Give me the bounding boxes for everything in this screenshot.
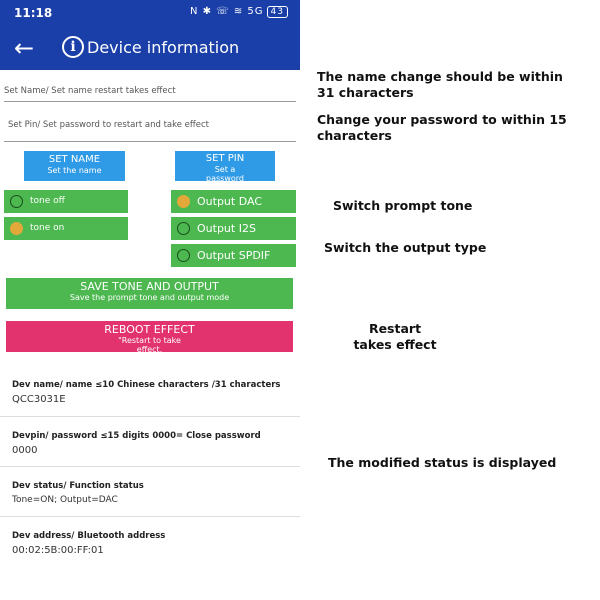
back-arrow-icon[interactable]: ← bbox=[13, 34, 35, 62]
annotation-tone: Switch prompt tone bbox=[333, 198, 473, 213]
annotation-restart: Restart takes effect bbox=[353, 321, 437, 352]
info-row-status bbox=[0, 467, 300, 517]
reboot-label: REBOOT EFFECT bbox=[104, 323, 195, 336]
save-label: SAVE TONE AND OUTPUT bbox=[80, 280, 219, 293]
annotation-output: Switch the output type bbox=[324, 240, 487, 255]
annotation-status: The modified status is displayed bbox=[328, 455, 557, 470]
tone-off-option[interactable] bbox=[4, 190, 128, 213]
radio-unchecked-icon bbox=[177, 249, 190, 262]
set-pin-button[interactable] bbox=[175, 151, 275, 181]
info-icon: i bbox=[62, 36, 84, 58]
radio-unchecked-icon bbox=[177, 222, 190, 235]
radio-unchecked-icon bbox=[10, 195, 23, 208]
status-bar bbox=[0, 0, 300, 28]
output-dac-option[interactable] bbox=[171, 190, 296, 213]
output-dac-label: Output DAC bbox=[197, 195, 262, 208]
output-spdif-label: Output SPDIF bbox=[197, 249, 271, 262]
set-pin-label: SET PIN bbox=[205, 153, 245, 164]
annotation-name: The name change should be within 31 characters bbox=[317, 69, 563, 100]
radio-checked-icon bbox=[10, 222, 23, 235]
pin-input[interactable]: Set Pin/ Set password to restart and take effect bbox=[4, 120, 296, 142]
save-tone-output-button[interactable] bbox=[6, 278, 293, 309]
save-subtitle: Save the prompt tone and output mode bbox=[69, 293, 230, 302]
info-row-name bbox=[0, 366, 300, 417]
info-row-pin bbox=[0, 417, 300, 467]
set-name-label: SET NAME bbox=[48, 154, 101, 165]
status-indicator-icons: N ✱ ☏ ≋ 5G bbox=[189, 6, 264, 17]
info-value: QCC3031E bbox=[12, 394, 66, 405]
tone-on-label: tone on bbox=[30, 223, 65, 233]
tone-on-option[interactable] bbox=[4, 217, 128, 240]
status-time: 11:18 bbox=[14, 6, 53, 20]
battery-icon: 43 bbox=[267, 6, 288, 18]
name-input[interactable]: Set Name/ Set name restart takes effect bbox=[4, 86, 296, 102]
info-label: Dev status/ Function status bbox=[12, 481, 144, 491]
reboot-effect-button[interactable] bbox=[6, 321, 293, 352]
output-spdif-option[interactable] bbox=[171, 244, 296, 267]
set-name-button[interactable] bbox=[24, 151, 125, 181]
info-value: Tone=ON; Output=DAC bbox=[12, 495, 118, 505]
info-label: Dev address/ Bluetooth address bbox=[12, 531, 166, 541]
set-name-subtitle: Set the name bbox=[47, 166, 102, 175]
set-pin-subtitle: Set a password bbox=[206, 165, 244, 183]
annotation-pin: Change your password to within 15 characters bbox=[317, 112, 567, 143]
info-label: Devpin/ password ≤15 digits 0000= Close password bbox=[12, 431, 261, 441]
page-title: Device information bbox=[87, 38, 240, 57]
info-label: Dev name/ name ≤10 Chinese characters /31 characters bbox=[12, 380, 281, 390]
radio-checked-icon bbox=[177, 195, 190, 208]
output-i2s-option[interactable] bbox=[171, 217, 296, 240]
info-value: 0000 bbox=[12, 445, 38, 456]
info-row-address bbox=[0, 517, 300, 567]
info-value: 00:02:5B:00:FF:01 bbox=[12, 545, 104, 556]
reboot-subtitle: "Restart to take effect. bbox=[118, 336, 181, 354]
status-icons bbox=[190, 6, 288, 18]
tone-off-label: tone off bbox=[30, 196, 65, 206]
output-i2s-label: Output I2S bbox=[197, 222, 256, 235]
app-bar bbox=[0, 28, 300, 70]
